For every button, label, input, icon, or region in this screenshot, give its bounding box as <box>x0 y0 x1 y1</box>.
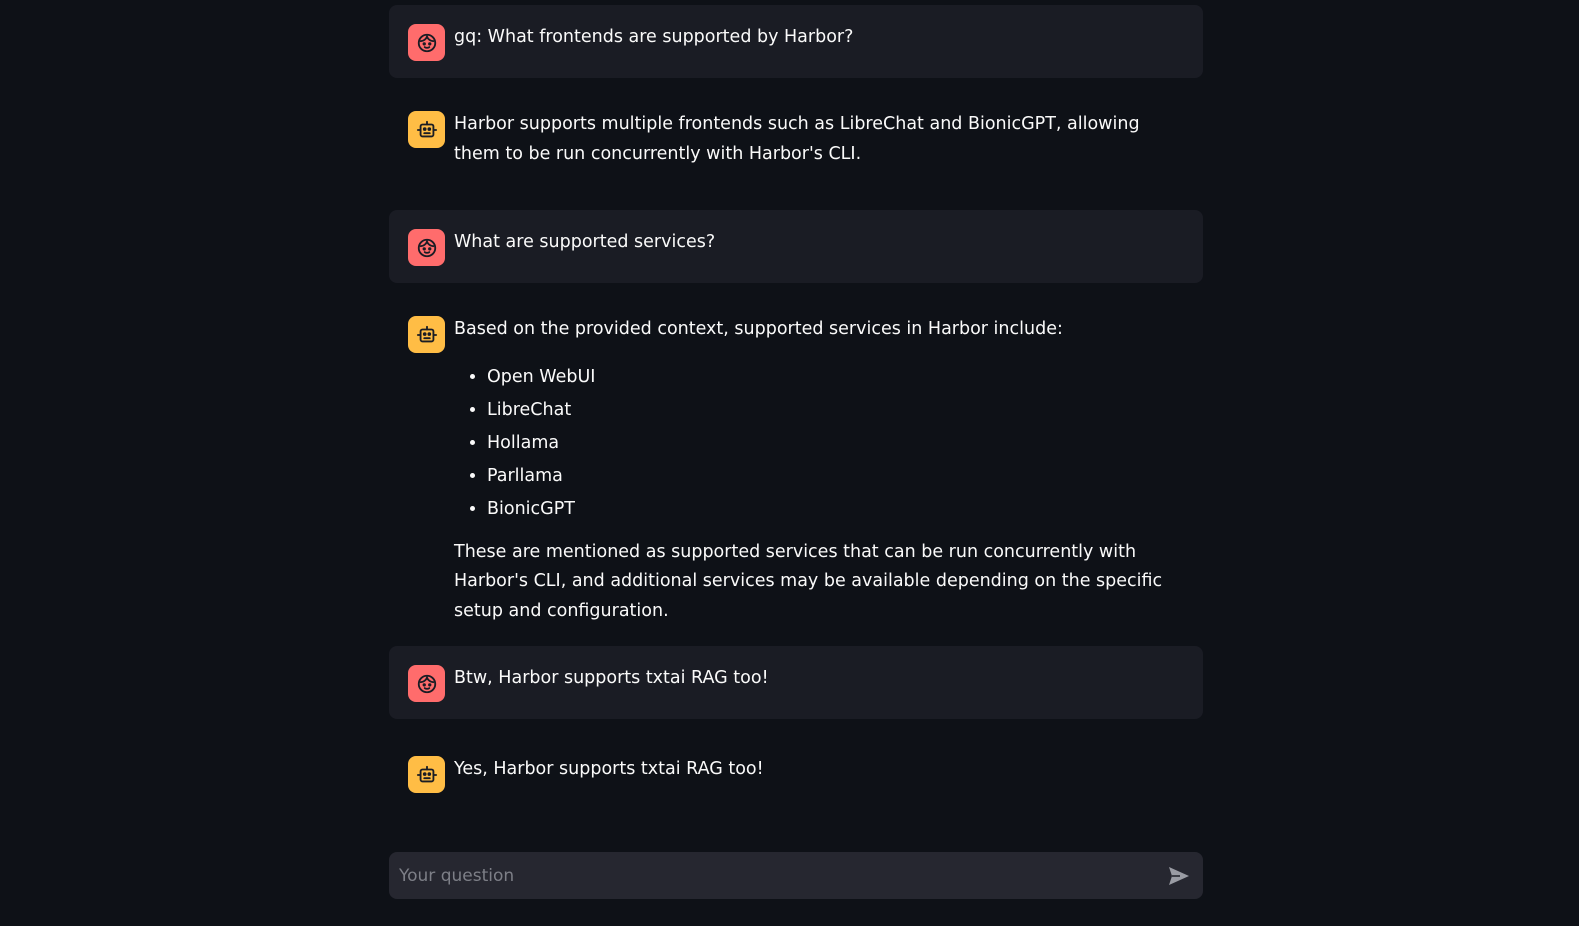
services-list <box>454 363 1183 524</box>
assistant-avatar <box>408 316 445 353</box>
chat-message-assistant <box>389 92 1203 210</box>
list-item: • Parllama <box>487 462 1183 491</box>
chat-message-user <box>389 646 1203 719</box>
message-text: gq: What frontends are supported by Harbor? <box>454 27 854 47</box>
message-outro: These are mentioned as supported services that can be run concurrently with Harbor's CLI, and additional services may be available depending on the specific setup and configuration. <box>454 541 1163 621</box>
robot-icon <box>416 119 438 141</box>
list-item: • Open WebUI <box>487 363 1183 392</box>
user-face-icon <box>416 673 438 695</box>
chat-message-user <box>389 5 1203 78</box>
message-intro: Based on the provided context, supported services in Harbor include: <box>454 319 1063 339</box>
chat-message-assistant <box>389 297 1203 646</box>
question-input[interactable] <box>389 852 1157 899</box>
assistant-avatar <box>408 756 445 793</box>
message-text: Yes, Harbor supports txtai RAG too! <box>454 759 764 779</box>
list-item: • Hollama <box>487 429 1183 458</box>
send-icon <box>1167 864 1191 888</box>
message-text: What are supported services? <box>454 232 716 252</box>
message-text: Harbor supports multiple frontends such as LibreChat and BionicGPT, allowing them to be run concurrently with Harbor's CLI. <box>454 114 1140 164</box>
robot-icon <box>416 764 438 786</box>
chat-message-assistant <box>389 737 1203 810</box>
user-avatar <box>408 229 445 266</box>
chat-history <box>389 5 1203 810</box>
list-item: • BionicGPT <box>487 495 1183 524</box>
user-avatar <box>408 24 445 61</box>
message-text: Btw, Harbor supports txtai RAG too! <box>454 668 769 688</box>
chat-input-bar <box>389 852 1203 899</box>
user-face-icon <box>416 237 438 259</box>
list-item: • LibreChat <box>487 396 1183 425</box>
robot-icon <box>416 324 438 346</box>
user-face-icon <box>416 32 438 54</box>
chat-message-user <box>389 210 1203 283</box>
send-button[interactable] <box>1157 854 1201 898</box>
user-avatar <box>408 665 445 702</box>
assistant-avatar <box>408 111 445 148</box>
